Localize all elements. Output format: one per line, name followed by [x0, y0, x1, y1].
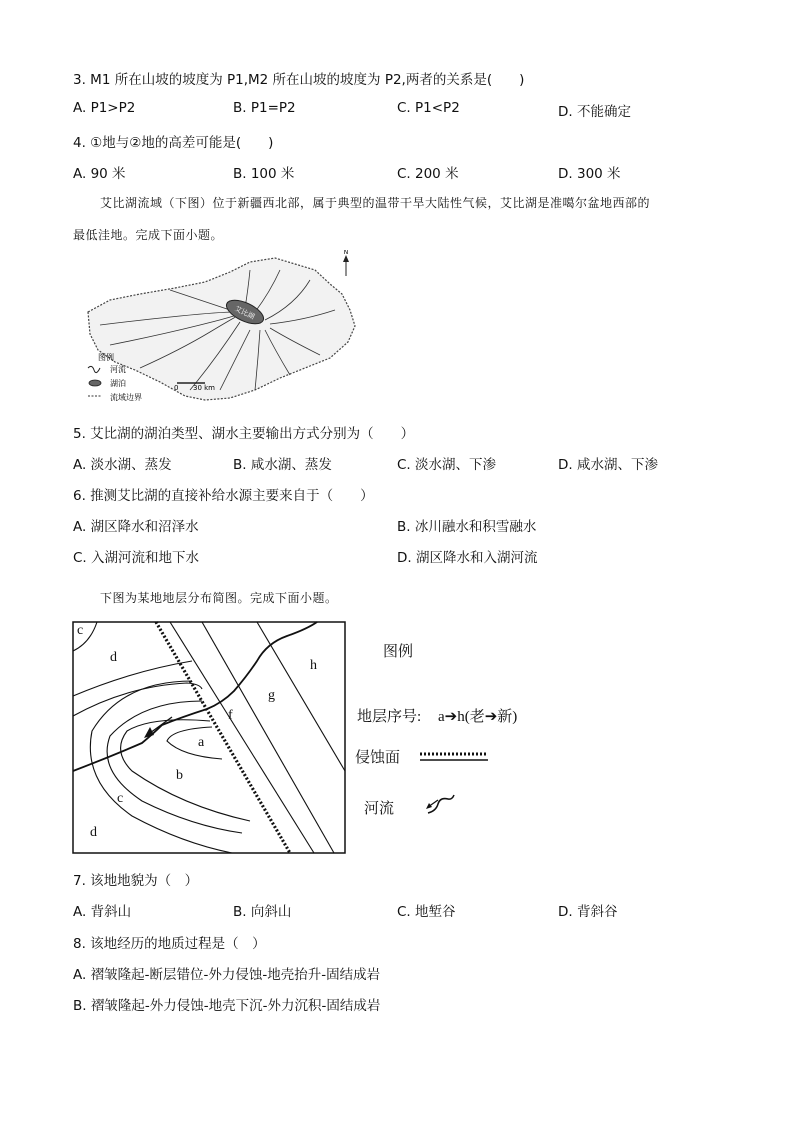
stratum-label-f: f [228, 708, 233, 723]
question-4-option-d: D. 300 米 [558, 166, 621, 182]
question-4-stem: 4. ①地与②地的高差可能是( ) [73, 135, 274, 151]
question-7-stem: 7. 该地地貌为（ ） [73, 873, 199, 889]
north-label: N [343, 250, 349, 256]
map1-legend-lake: 湖泊 [110, 379, 126, 388]
question-3-option-a: A. P1>P2 [73, 100, 136, 116]
question-4-option-a: A. 90 米 [73, 166, 126, 182]
question-8-option-a: A. 褶皱隆起-断层错位-外力侵蚀-地壳抬升-固结成岩 [73, 967, 381, 983]
question-6-option-a: A. 湖区降水和沼泽水 [73, 519, 199, 535]
question-6-stem: 6. 推测艾比湖的直接补给水源主要来自于（ ） [73, 488, 374, 504]
question-7-option-b: B. 向斜山 [233, 904, 292, 920]
question-7-option-a: A. 背斜山 [73, 904, 132, 920]
map2-legend-strata-value: a➔h(老➔新) [438, 709, 518, 725]
lake-label: 艾比湖 [233, 304, 256, 321]
strata-diagram [72, 621, 347, 855]
question-5-option-c: C. 淡水湖、下渗 [397, 457, 497, 473]
stratum-label-d: d [90, 825, 97, 840]
map1-legend-title: 图例 [98, 353, 114, 362]
question-7-option-d: D. 背斜谷 [558, 904, 618, 920]
stratum-label-c-top: c [77, 623, 84, 638]
question-5-stem: 5. 艾比湖的湖泊类型、湖水主要输出方式分别为（ ） [73, 426, 415, 442]
question-6-option-b: B. 冰川融水和积雪融水 [397, 519, 537, 535]
passage-1-line-2: 最低洼地。完成下面小题。 [73, 228, 224, 242]
map1-legend-boundary: 流域边界 [110, 393, 142, 402]
river-legend-symbol [424, 791, 456, 817]
question-3-option-b: B. P1=P2 [233, 100, 296, 116]
stratum-label-c: c [117, 791, 124, 806]
stratum-label-a: a [198, 735, 205, 750]
stratum-label-h: h [310, 658, 317, 673]
stratum-label-g: g [268, 688, 275, 703]
question-3-stem: 3. M1 所在山坡的坡度为 P1,M2 所在山坡的坡度为 P2,两者的关系是( ) [73, 72, 525, 88]
passage-1-line-1: 艾比湖流域（下图）位于新疆西北部，属于典型的温带干旱大陆性气候，艾比湖是准噶尔盆地西部的 [100, 196, 651, 210]
question-8-option-b: B. 褶皱隆起-外力侵蚀-地壳下沉-外力沉积-固结成岩 [73, 998, 381, 1014]
question-4-option-b: B. 100 米 [233, 166, 295, 182]
svg-text:0: 0 [174, 384, 179, 392]
map2-legend-strata-prefix: 地层序号: [357, 709, 422, 725]
question-5-option-a: A. 淡水湖、蒸发 [73, 457, 172, 473]
map1-legend-river: 河流 [110, 365, 126, 374]
question-4-option-c: C. 200 米 [397, 166, 459, 182]
question-6-option-d: D. 湖区降水和入湖河流 [397, 550, 538, 566]
legend-lake-symbol [89, 380, 101, 386]
map2-legend-erosion: 侵蚀面 [355, 750, 401, 766]
erosion-surface-legend-symbol [418, 750, 490, 764]
question-6-option-c: C. 入湖河流和地下水 [73, 550, 200, 566]
ebinur-basin-map [80, 250, 370, 410]
map2-legend-title: 图例 [383, 644, 414, 660]
svg-text:30 km: 30 km [193, 384, 216, 392]
question-3-option-d: D. 不能确定 [558, 104, 631, 120]
map2-legend-river: 河流 [364, 801, 395, 817]
passage-2-line-1: 下图为某地地层分布简图。完成下面小题。 [100, 591, 338, 605]
question-8-stem: 8. 该地经历的地质过程是（ ） [73, 936, 266, 952]
question-7-option-c: C. 地堑谷 [397, 904, 456, 920]
stratum-label-b: b [176, 768, 183, 783]
question-5-option-d: D. 咸水湖、下渗 [558, 457, 658, 473]
stratum-label-d-top: d [110, 650, 117, 665]
question-3-option-c: C. P1<P2 [397, 100, 460, 116]
question-5-option-b: B. 咸水湖、蒸发 [233, 457, 332, 473]
